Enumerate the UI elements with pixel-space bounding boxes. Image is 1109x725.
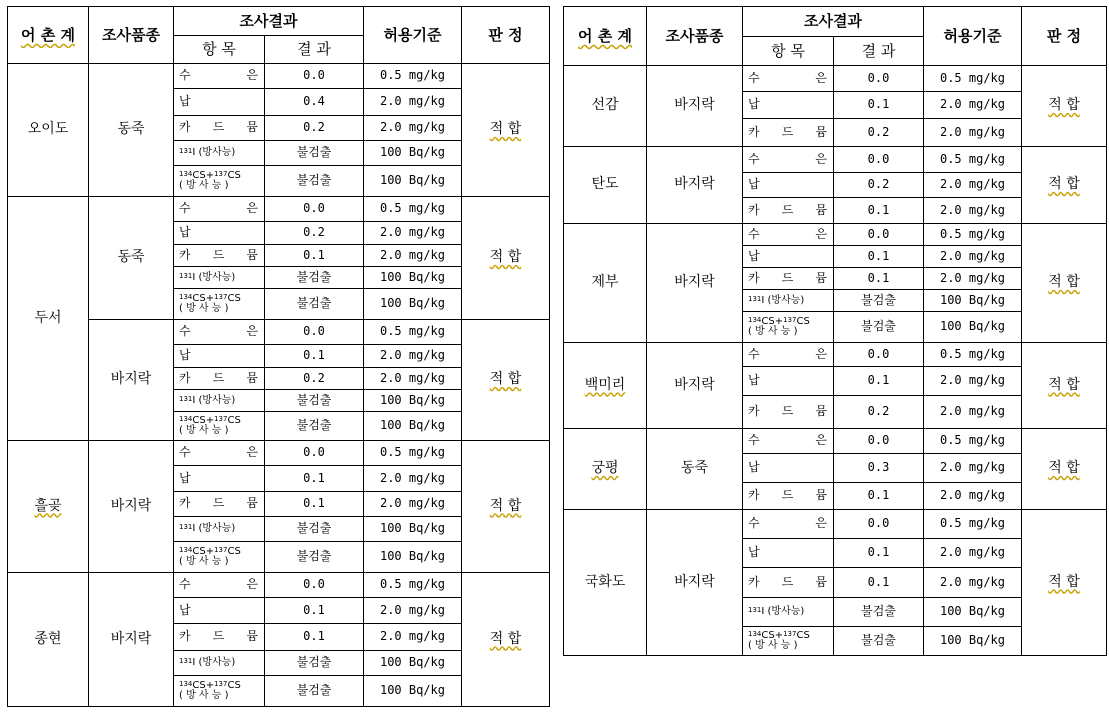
- result-value: 불검출: [265, 267, 364, 289]
- result-value: 불검출: [834, 290, 924, 312]
- result-value: 0.1: [834, 268, 924, 290]
- species-name: 바지락: [89, 441, 174, 573]
- verdict-cell: 적 합: [1022, 147, 1107, 224]
- standard-value: 100 Bq/kg: [924, 627, 1022, 656]
- header-standard: 허용기준: [924, 7, 1022, 66]
- result-value: 0.1: [265, 466, 364, 492]
- village-name: 오이도: [8, 64, 89, 197]
- verdict-cell: 적 합: [462, 441, 550, 573]
- village-name: 국화도: [564, 510, 647, 656]
- species-name: 바지락: [647, 66, 743, 147]
- standard-value: 2.0 mg/kg: [924, 483, 1022, 510]
- header-item: 항 목: [743, 37, 834, 66]
- header-survey-result: 조사결과: [174, 7, 364, 36]
- left-results-table: [7, 6, 550, 707]
- verdict-cell: 적 합: [1022, 343, 1107, 429]
- item-iodine-131: $^{131}$I (방사능): [174, 517, 265, 542]
- item-cadmium: 카 드 뮴: [174, 245, 265, 267]
- result-value: 0.2: [834, 396, 924, 429]
- header-species: 조사품종: [89, 7, 174, 64]
- result-value: 0.1: [265, 245, 364, 267]
- header-fishing-village: 어 촌 계: [564, 7, 647, 66]
- result-value: 0.1: [265, 345, 364, 368]
- standard-value: 100 Bq/kg: [364, 289, 462, 320]
- standard-value: 2.0 mg/kg: [924, 173, 1022, 198]
- standard-value: 100 Bq/kg: [924, 312, 1022, 343]
- result-value: 불검출: [265, 676, 364, 707]
- item-mercury: 수 은: [174, 64, 265, 89]
- result-value: 0.1: [265, 492, 364, 517]
- item-cadmium: 카 드 뮴: [174, 624, 265, 651]
- species-name: 동죽: [89, 197, 174, 320]
- village-name: 제부: [564, 224, 647, 343]
- standard-value: 0.5 mg/kg: [364, 320, 462, 345]
- standard-value: 2.0 mg/kg: [924, 119, 1022, 147]
- result-value: 0.0: [834, 224, 924, 246]
- standard-value: 2.0 mg/kg: [364, 116, 462, 141]
- village-name: 종현: [8, 573, 89, 707]
- verdict-cell: 적 합: [462, 197, 550, 320]
- item-iodine-131: $^{131}$I (방사능): [743, 290, 834, 312]
- standard-value: 0.5 mg/kg: [924, 224, 1022, 246]
- item-cadmium: 카 드 뮴: [743, 268, 834, 290]
- result-value: 0.0: [834, 343, 924, 367]
- item-iodine-131: $^{131}$I (방사능): [174, 267, 265, 289]
- species-name: 동죽: [89, 64, 174, 197]
- standard-value: 100 Bq/kg: [364, 390, 462, 412]
- item-cadmium: 카 드 뮴: [174, 492, 265, 517]
- header-result: 결 과: [834, 37, 924, 66]
- standard-value: 2.0 mg/kg: [364, 89, 462, 116]
- standard-value: 100 Bq/kg: [364, 517, 462, 542]
- result-value: 0.0: [834, 147, 924, 173]
- item-cesium: $^{134}$CS+$^{137}$CS ( 방 사 능 ): [174, 676, 265, 707]
- standard-value: 2.0 mg/kg: [924, 568, 1022, 598]
- standard-value: 100 Bq/kg: [364, 267, 462, 289]
- item-iodine-131: $^{131}$I (방사능): [174, 390, 265, 412]
- result-value: 불검출: [265, 651, 364, 676]
- result-value: 0.2: [834, 119, 924, 147]
- result-value: 불검출: [834, 598, 924, 627]
- standard-value: 100 Bq/kg: [364, 141, 462, 166]
- standard-value: 100 Bq/kg: [364, 651, 462, 676]
- standard-value: 2.0 mg/kg: [364, 492, 462, 517]
- result-value: 0.1: [834, 367, 924, 396]
- item-mercury: 수 은: [174, 441, 265, 466]
- standard-value: 2.0 mg/kg: [924, 92, 1022, 119]
- item-cesium: $^{134}$CS+$^{137}$CS ( 방 사 능 ): [743, 627, 834, 656]
- item-cadmium: 카 드 뮴: [174, 368, 265, 390]
- standard-value: 2.0 mg/kg: [924, 367, 1022, 396]
- species-name: 바지락: [647, 343, 743, 429]
- standard-value: 2.0 mg/kg: [364, 345, 462, 368]
- standard-value: 0.5 mg/kg: [364, 441, 462, 466]
- verdict-cell: 적 합: [462, 573, 550, 707]
- header-item: 항 목: [174, 36, 265, 64]
- standard-value: 100 Bq/kg: [364, 542, 462, 573]
- standard-value: 100 Bq/kg: [364, 676, 462, 707]
- standard-value: 2.0 mg/kg: [364, 624, 462, 651]
- standard-value: 2.0 mg/kg: [924, 246, 1022, 268]
- result-value: 0.1: [834, 568, 924, 598]
- village-name: 백미리: [564, 343, 647, 429]
- species-name: 바지락: [647, 147, 743, 224]
- item-cadmium: 카 드 뮴: [743, 198, 834, 224]
- standard-value: 2.0 mg/kg: [364, 368, 462, 390]
- result-value: 0.1: [834, 539, 924, 568]
- standard-value: 0.5 mg/kg: [364, 573, 462, 598]
- standard-value: 2.0 mg/kg: [364, 466, 462, 492]
- item-lead: 납: [174, 598, 265, 624]
- item-cesium: $^{134}$CS+$^{137}$CS ( 방 사 능 ): [174, 542, 265, 573]
- item-mercury: 수 은: [174, 573, 265, 598]
- item-lead: 납: [174, 345, 265, 368]
- item-lead: 납: [174, 89, 265, 116]
- item-mercury: 수 은: [743, 147, 834, 173]
- item-cadmium: 카 드 뮴: [743, 483, 834, 510]
- item-cesium: $^{134}$CS+$^{137}$CS ( 방 사 능 ): [743, 312, 834, 343]
- item-iodine-131: $^{131}$I (방사능): [174, 651, 265, 676]
- species-name: 동죽: [647, 429, 743, 510]
- result-value: 0.0: [265, 573, 364, 598]
- result-value: 불검출: [265, 542, 364, 573]
- result-value: 0.1: [834, 92, 924, 119]
- header-fishing-village: 어 촌 계: [8, 7, 89, 64]
- item-mercury: 수 은: [174, 320, 265, 345]
- item-lead: 납: [743, 173, 834, 198]
- standard-value: 2.0 mg/kg: [924, 396, 1022, 429]
- item-lead: 납: [174, 222, 265, 245]
- item-mercury: 수 은: [743, 66, 834, 92]
- village-name: 탄도: [564, 147, 647, 224]
- item-lead: 납: [743, 454, 834, 483]
- result-value: 0.2: [834, 173, 924, 198]
- right-results-table: [563, 6, 1107, 656]
- item-cadmium: 카 드 뮴: [743, 568, 834, 598]
- standard-value: 100 Bq/kg: [364, 166, 462, 197]
- village-name: 궁평: [564, 429, 647, 510]
- result-value: 0.1: [834, 483, 924, 510]
- item-mercury: 수 은: [743, 224, 834, 246]
- standard-value: 100 Bq/kg: [924, 290, 1022, 312]
- item-lead: 납: [743, 367, 834, 396]
- item-iodine-131: $^{131}$I (방사능): [743, 598, 834, 627]
- result-value: 0.2: [265, 116, 364, 141]
- result-value: 0.0: [834, 429, 924, 454]
- village-name: 두서: [8, 197, 89, 441]
- result-value: 0.2: [265, 222, 364, 245]
- standard-value: 0.5 mg/kg: [924, 66, 1022, 92]
- standard-value: 2.0 mg/kg: [364, 245, 462, 267]
- standard-value: 0.5 mg/kg: [924, 429, 1022, 454]
- item-lead: 납: [743, 92, 834, 119]
- item-cadmium: 카 드 뮴: [743, 396, 834, 429]
- item-lead: 납: [743, 246, 834, 268]
- standard-value: 2.0 mg/kg: [924, 198, 1022, 224]
- result-value: 불검출: [265, 289, 364, 320]
- species-name: 바지락: [647, 510, 743, 656]
- item-cadmium: 카 드 뮴: [743, 119, 834, 147]
- result-value: 0.1: [834, 198, 924, 224]
- species-name: 바지락: [89, 320, 174, 441]
- verdict-cell: 적 합: [1022, 429, 1107, 510]
- result-value: 0.2: [265, 368, 364, 390]
- verdict-cell: 적 합: [1022, 66, 1107, 147]
- header-survey-result: 조사결과: [743, 7, 924, 37]
- standard-value: 2.0 mg/kg: [364, 598, 462, 624]
- result-value: 0.0: [834, 510, 924, 539]
- verdict-cell: 적 합: [1022, 224, 1107, 343]
- standard-value: 0.5 mg/kg: [924, 343, 1022, 367]
- header-standard: 허용기준: [364, 7, 462, 64]
- species-name: 바지락: [89, 573, 174, 707]
- result-value: 0.0: [834, 66, 924, 92]
- standard-value: 100 Bq/kg: [364, 412, 462, 441]
- item-cesium: $^{134}$CS+$^{137}$CS ( 방 사 능 ): [174, 166, 265, 197]
- standard-value: 2.0 mg/kg: [924, 539, 1022, 568]
- result-value: 0.4: [265, 89, 364, 116]
- standard-value: 100 Bq/kg: [924, 598, 1022, 627]
- standard-value: 2.0 mg/kg: [924, 268, 1022, 290]
- standard-value: 0.5 mg/kg: [924, 510, 1022, 539]
- result-value: 0.0: [265, 197, 364, 222]
- result-value: 불검출: [834, 627, 924, 656]
- result-value: 0.3: [834, 454, 924, 483]
- item-iodine-131: $^{131}$I (방사능): [174, 141, 265, 166]
- result-value: 0.0: [265, 320, 364, 345]
- header-species: 조사품종: [647, 7, 743, 66]
- result-value: 불검출: [265, 141, 364, 166]
- standard-value: 2.0 mg/kg: [924, 454, 1022, 483]
- standard-value: 2.0 mg/kg: [364, 222, 462, 245]
- result-value: 0.1: [834, 246, 924, 268]
- item-cadmium: 카 드 뮴: [174, 116, 265, 141]
- item-mercury: 수 은: [174, 197, 265, 222]
- result-value: 불검출: [265, 412, 364, 441]
- item-lead: 납: [174, 466, 265, 492]
- result-value: 불검출: [834, 312, 924, 343]
- header-result: 결 과: [265, 36, 364, 64]
- verdict-cell: 적 합: [462, 320, 550, 441]
- item-cesium: $^{134}$CS+$^{137}$CS ( 방 사 능 ): [174, 289, 265, 320]
- verdict-cell: 적 합: [462, 64, 550, 197]
- result-value: 불검출: [265, 166, 364, 197]
- standard-value: 0.5 mg/kg: [364, 197, 462, 222]
- result-value: 불검출: [265, 390, 364, 412]
- standard-value: 0.5 mg/kg: [924, 147, 1022, 173]
- header-verdict: 판 정: [462, 7, 550, 64]
- village-name: 선감: [564, 66, 647, 147]
- item-cesium: $^{134}$CS+$^{137}$CS ( 방 사 능 ): [174, 412, 265, 441]
- item-mercury: 수 은: [743, 429, 834, 454]
- result-value: 0.1: [265, 598, 364, 624]
- village-name: 흘곶: [8, 441, 89, 573]
- result-value: 0.0: [265, 441, 364, 466]
- standard-value: 0.5 mg/kg: [364, 64, 462, 89]
- result-value: 0.0: [265, 64, 364, 89]
- item-lead: 납: [743, 539, 834, 568]
- verdict-cell: 적 합: [1022, 510, 1107, 656]
- result-value: 불검출: [265, 517, 364, 542]
- species-name: 바지락: [647, 224, 743, 343]
- item-mercury: 수 은: [743, 510, 834, 539]
- header-verdict: 판 정: [1022, 7, 1107, 66]
- item-mercury: 수 은: [743, 343, 834, 367]
- result-value: 0.1: [265, 624, 364, 651]
